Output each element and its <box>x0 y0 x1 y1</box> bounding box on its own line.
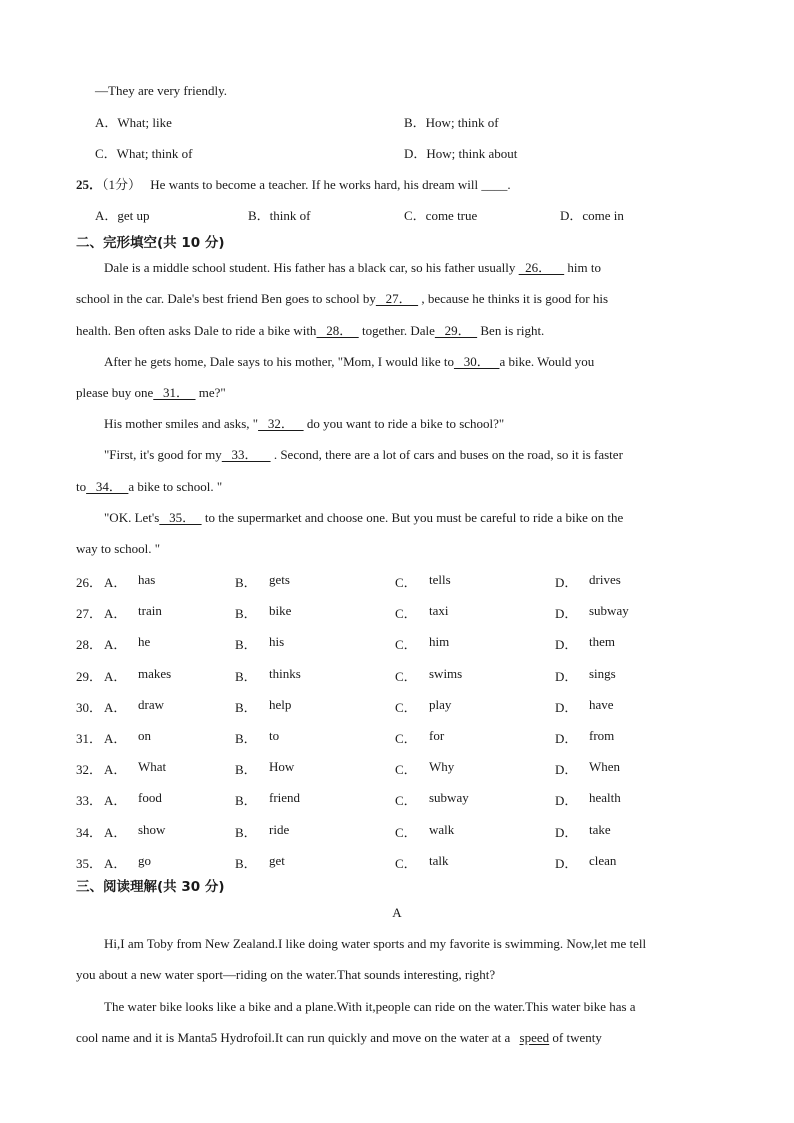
option-text: walk <box>429 822 455 837</box>
reading-paragraph-line: Hi,I am Toby from New Zealand.I like doing water sports and my favorite is swimming. Now,let me tell <box>104 936 647 951</box>
q25-option-c: C．come true <box>404 208 478 223</box>
option-text: clean <box>589 853 617 868</box>
option-text: go <box>138 853 151 868</box>
blank-35: 35． <box>159 510 202 525</box>
reading-paragraph-line: cool name and it is Manta5 Hydrofoil.It can run quickly and move on the water at a speed of twenty <box>76 1030 602 1045</box>
q25-option-a: A．get up <box>95 208 150 223</box>
option-text: has <box>138 572 156 587</box>
option-text: subway <box>429 790 469 805</box>
option-letter: A． <box>104 700 127 715</box>
option-text: gets <box>269 572 290 587</box>
option-letter: C． <box>395 669 417 684</box>
passage-line: please buy one 31． me?" <box>76 385 226 400</box>
option-text: draw <box>138 697 164 712</box>
option-letter: A． <box>104 731 127 746</box>
option-letter: A． <box>104 606 127 621</box>
q24-option-c: C．What; think of <box>95 146 193 161</box>
option-letter: C． <box>395 731 417 746</box>
q25-option-d: D．come in <box>560 208 624 223</box>
option-text: his <box>269 634 285 649</box>
blank-28: 28． <box>316 323 359 338</box>
option-text: help <box>269 697 292 712</box>
blank-29: 29． <box>434 323 478 338</box>
option-text: drives <box>589 572 621 587</box>
answer-line: —They are very friendly. <box>95 83 227 98</box>
option-letter: D． <box>555 575 578 590</box>
reading-paragraph-line: The water bike looks like a bike and a plane.With it,people can ride on the water.This water bike has a <box>104 999 636 1014</box>
q24-option-b: B．How; think of <box>404 115 499 130</box>
option-text: play <box>429 697 452 712</box>
option-text: to <box>269 728 280 743</box>
option-text: bike <box>269 603 292 618</box>
option-letter: D． <box>555 762 578 777</box>
option-text: food <box>138 790 162 805</box>
option-letter: A． <box>104 575 127 590</box>
option-letter: C． <box>395 637 417 652</box>
blank-31: 31． <box>153 385 196 400</box>
option-text: How <box>269 759 295 774</box>
option-letter: D． <box>555 700 578 715</box>
blank-32: 32． <box>258 416 304 431</box>
option-letter: B． <box>235 731 257 746</box>
option-text: train <box>138 603 162 618</box>
passage-line: After he gets home, Dale says to his mother, "Mom, I would like to 30． a bike. Would you <box>104 354 595 369</box>
option-text: get <box>269 853 285 868</box>
option-text: thinks <box>269 666 301 681</box>
reading-paragraph-line: you about a new water sport—riding on the water.That sounds interesting, right? <box>76 967 496 982</box>
q25-option-b: B．think of <box>248 208 311 223</box>
reading-part-label: A <box>392 905 402 920</box>
q24-option-a: A．What; like <box>95 115 172 130</box>
option-text: What <box>138 759 167 774</box>
option-text: taxi <box>429 603 449 618</box>
option-letter: B． <box>235 856 257 871</box>
option-letter: D． <box>555 637 578 652</box>
passage-line: way to school. " <box>76 541 161 556</box>
question-number: 26． <box>76 575 103 590</box>
option-letter: D． <box>555 793 578 808</box>
option-text: from <box>589 728 615 743</box>
blank-27: 27． <box>375 291 419 306</box>
question-number: 29． <box>76 669 103 684</box>
option-text: subway <box>589 603 629 618</box>
question-number: 33． <box>76 793 103 808</box>
blank-34: 34． <box>86 479 129 494</box>
option-text: ride <box>269 822 290 837</box>
option-letter: D． <box>555 856 578 871</box>
passage-line: Dale is a middle school student. His father has a black car, so his father usually 26． him to <box>104 260 602 275</box>
option-text: health <box>589 790 621 805</box>
option-letter: C． <box>395 825 417 840</box>
option-letter: A． <box>104 762 127 777</box>
option-letter: A． <box>104 637 127 652</box>
passage-line: school in the car. Dale's best friend Ben goes to school by 27． , because he thinks it is good for his <box>76 291 609 306</box>
passage-line: "OK. Let's 35． to the supermarket and choose one. But you must be careful to ride a bike on the <box>104 510 624 525</box>
option-letter: D． <box>555 606 578 621</box>
option-letter: B． <box>235 762 257 777</box>
option-text: friend <box>269 790 301 805</box>
option-letter: C． <box>395 700 417 715</box>
option-letter: B． <box>235 793 257 808</box>
option-letter: A． <box>104 825 127 840</box>
option-letter: D． <box>555 669 578 684</box>
option-text: take <box>589 822 611 837</box>
option-text: them <box>589 634 615 649</box>
option-letter: C． <box>395 793 417 808</box>
blank-33: 33． <box>221 447 271 462</box>
option-text: him <box>429 634 450 649</box>
option-letter: C． <box>395 606 417 621</box>
question-number: 30． <box>76 700 103 715</box>
option-text: have <box>589 697 614 712</box>
underlined-word-speed: speed <box>519 1030 550 1045</box>
option-text: tells <box>429 572 451 587</box>
passage-line: to 34． a bike to school. " <box>76 479 223 494</box>
blank-26: 26． <box>518 260 565 275</box>
option-text: on <box>138 728 151 743</box>
option-text: he <box>138 634 151 649</box>
option-letter: A． <box>104 669 127 684</box>
option-letter: B． <box>235 575 257 590</box>
question-number: 28． <box>76 637 103 652</box>
q25-stem: 25．（1分） He wants to become a teacher. If he works hard, his dream will ____. <box>76 177 511 192</box>
question-number: 27． <box>76 606 103 621</box>
question-number: 34． <box>76 825 103 840</box>
option-text: makes <box>138 666 172 681</box>
option-letter: B． <box>235 700 257 715</box>
option-letter: B． <box>235 669 257 684</box>
passage-line: His mother smiles and asks, " 32． do you want to ride a bike to school?" <box>104 416 505 431</box>
option-letter: B． <box>235 606 257 621</box>
option-text: When <box>589 759 621 774</box>
option-text: for <box>429 728 445 743</box>
option-text: talk <box>429 853 449 868</box>
question-number: 35． <box>76 856 103 871</box>
question-number: 31． <box>76 731 103 746</box>
option-letter: B． <box>235 825 257 840</box>
option-text: swims <box>429 666 463 681</box>
option-letter: D． <box>555 825 578 840</box>
q24-option-d: D．How; think about <box>404 146 518 161</box>
option-letter: B． <box>235 637 257 652</box>
section-heading-reading: 三、阅读理解(共 30 分) <box>76 879 225 895</box>
option-letter: D． <box>555 731 578 746</box>
option-text: show <box>138 822 166 837</box>
option-letter: C． <box>395 856 417 871</box>
passage-line: "First, it's good for my 33． . Second, there are a lot of cars and buses on the road, so it is faster <box>104 447 623 462</box>
option-letter: C． <box>395 575 417 590</box>
blank-30: 30． <box>453 354 500 369</box>
passage-line: health. Ben often asks Dale to ride a bike with 28． together. Dale 29． Ben is right. <box>76 323 545 338</box>
question-number: 32． <box>76 762 103 777</box>
option-text: Why <box>429 759 455 774</box>
option-letter: A． <box>104 856 127 871</box>
option-text: sings <box>589 666 616 681</box>
option-letter: C． <box>395 762 417 777</box>
option-letter: A． <box>104 793 127 808</box>
section-heading-cloze: 二、完形填空(共 10 分) <box>76 235 225 251</box>
